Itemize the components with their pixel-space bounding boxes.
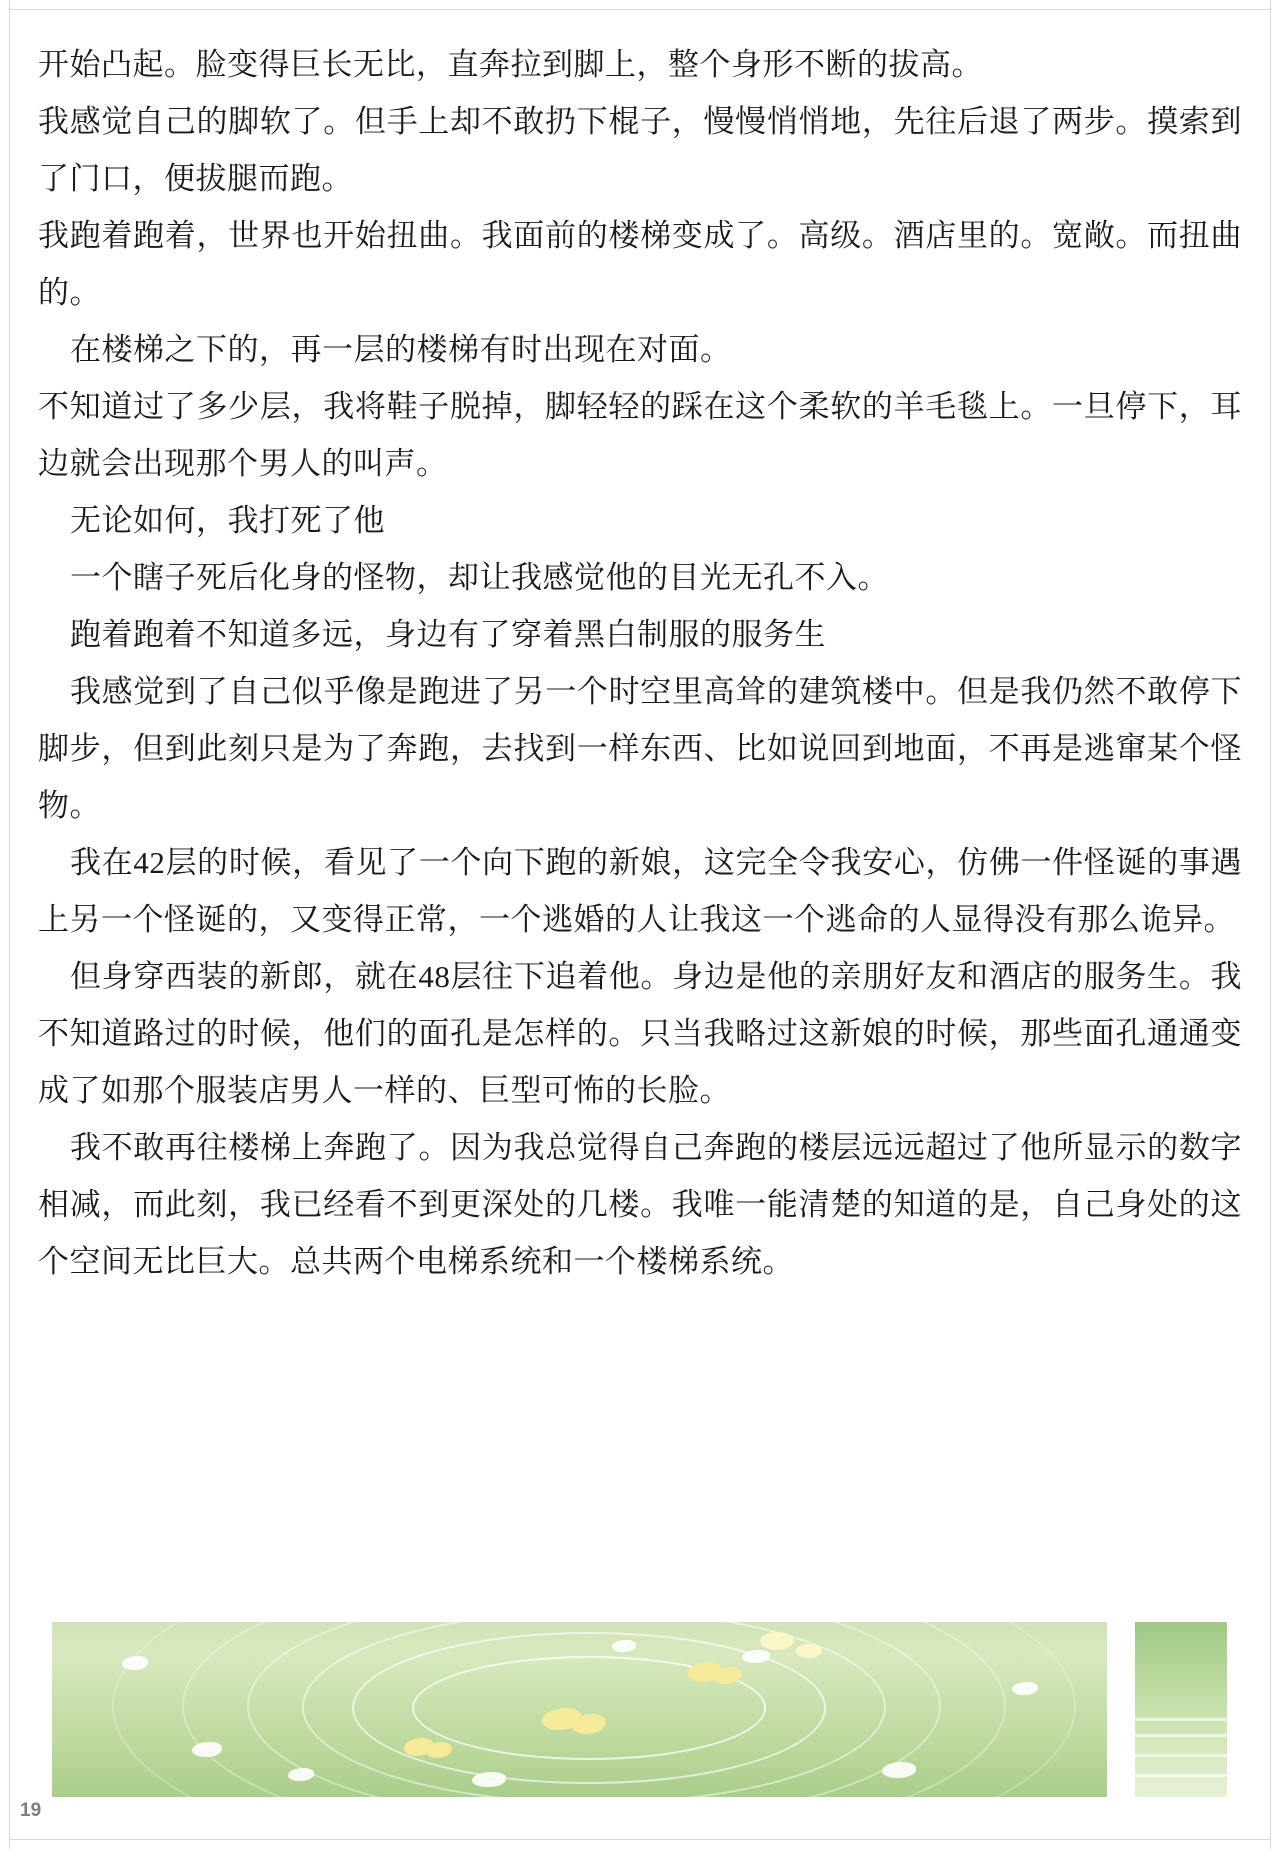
yellow-petal [796,1644,822,1658]
yellow-petal [760,1632,794,1650]
ripple-line [1135,1734,1227,1737]
illustration [52,1622,1227,1797]
page-number: 19 [20,1800,42,1821]
pond-illustration-side-strip [1135,1622,1227,1797]
paragraph: 不知道过了多少层，我将鞋子脱掉，脚轻轻的踩在这个柔软的羊毛毯上。一旦停下，耳边就会出现那个男人的叫声。 [38,389,1242,481]
paragraph: 跑着跑着不知道多远，身边有了穿着黑白制服的服务生 [70,617,826,652]
page-border-top [9,9,1271,10]
paragraph: 我不敢再往楼梯上奔跑了。因为我总觉得自己奔跑的楼层远远超过了他所显示的数字相减，而此刻，我已经看不到更深处的几楼。我唯一能清楚的知道的是，自己身处的这个空间无比巨大。总共两个电梯系统和一个楼梯系统。 [38,1130,1242,1279]
paragraph: 我在42层的时候，看见了一个向下跑的新娘，这完全令我安心，仿佛一件怪诞的事遇上另一个怪诞的，又变得正常，一个逃婚的人让我这一个逃命的人显得没有那么诡异。 [38,845,1242,937]
paragraph: 我感觉到了自己似乎像是跑进了另一个时空里高耸的建筑楼中。但是我仍然不敢停下脚步，但到此刻只是为了奔跑，去找到一样东西、比如说回到地面，不再是逃窜某个怪物。 [38,674,1242,823]
ripple-line [1135,1774,1227,1777]
paragraph: 我跑着跑着，世界也开始扭曲。我面前的楼梯变成了。高级。酒店里的。宽敞。而扭曲的。 [38,218,1242,310]
page-border-bottom [9,1839,1271,1840]
pond-illustration-main [52,1622,1107,1797]
ripple-line [1135,1754,1227,1757]
page-border-right [1270,0,1271,1849]
paragraph: 无论如何，我打死了他 [70,503,385,538]
body-text [38,36,1242,1290]
paragraph: 但身穿西装的新郎，就在48层往下追着他。身边是他的亲朋好友和酒店的服务生。我不知道路过的时候，他们的面孔是怎样的。只当我略过这新娘的时候，那些面孔通通变成了如那个服装店男人一样的、巨型可怖的长脸。 [38,959,1242,1108]
ripple-line [1135,1718,1227,1721]
paragraph: 开始凸起。脸变得巨长无比，直奔拉到脚上，整个身形不断的拔高。 [38,47,983,82]
paragraph: 一个瞎子死后化身的怪物，却让我感觉他的目光无孔不入。 [70,560,889,595]
page-border-left [9,0,10,1849]
paragraph: 在楼梯之下的，再一层的楼梯有时出现在对面。 [70,332,732,367]
paragraph: 我感觉自己的脚软了。但手上却不敢扔下棍子，慢慢悄悄地，先往后退了两步。摸索到了门口，便拔腿而跑。 [38,104,1242,196]
